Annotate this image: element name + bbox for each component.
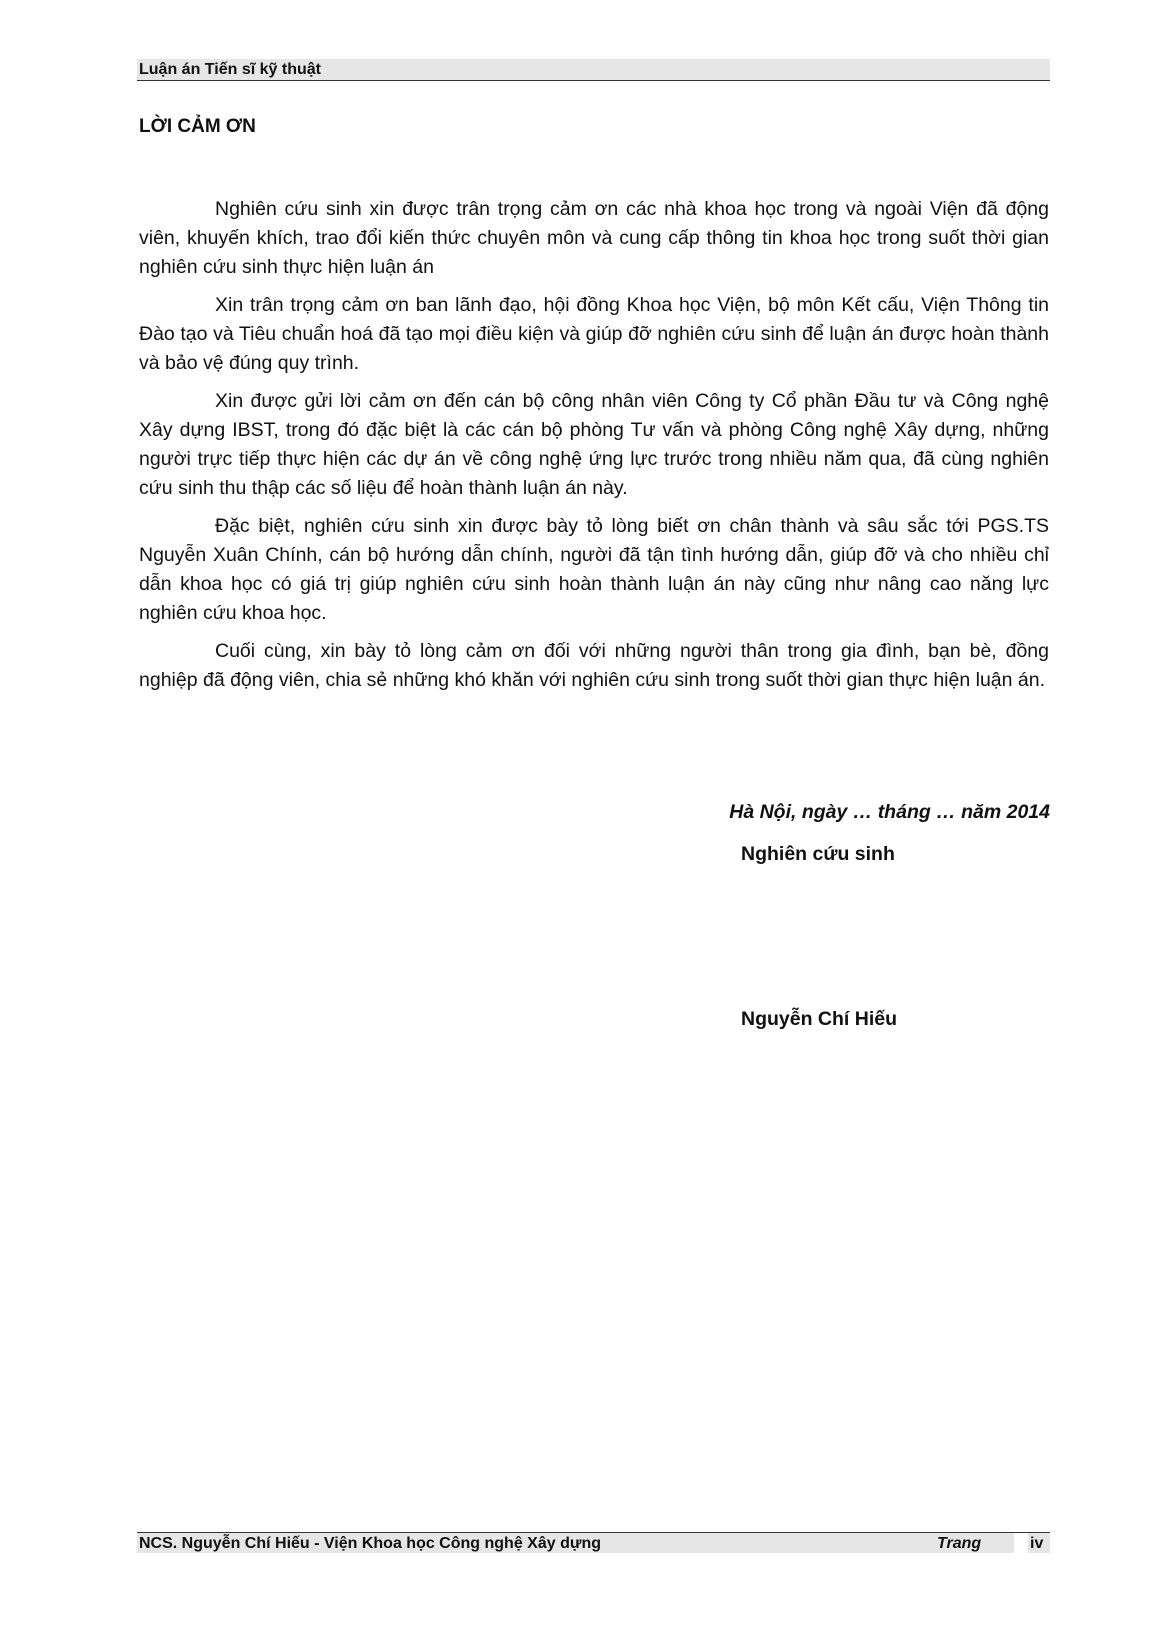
acknowledgement-body [139, 195, 1049, 704]
paragraph-3: Xin được gửi lời cảm ơn đến cán bộ công nhân viên Công ty Cổ phần Đầu tư và Công nghệ Xây dựng IBST, trong đó đặc biệt là các cán bộ phòng Tư vấn và phòng Công nghệ Xây dựng, những người trực tiếp thực hiện các dự án về công nghệ ứng lực trước trong nhiều năm qua, đã cùng nghiên cứu sinh thu thập các số liệu để hoàn thành luận án này. [139, 390, 1049, 499]
signature-role: Nghiên cứu sinh [741, 843, 895, 865]
footer-author-institute: NCS. Nguyễn Chí Hiếu - Viện Khoa học Công nghệ Xây dựng [139, 1535, 601, 1552]
footer-page-number: iv [1030, 1535, 1044, 1552]
signature-name: Nguyễn Chí Hiếu [741, 1008, 898, 1030]
paragraph-1: Nghiên cứu sinh xin được trân trọng cảm ơn các nhà khoa học trong và ngoài Viện đã động viên, khuyến khích, trao đổi kiến thức chuyên môn và cung cấp thông tin khoa học trong suốt thời gian nghiên cứu sinh thực hiện luận án [139, 198, 1049, 278]
footer-page-label: Trang [937, 1535, 982, 1552]
header-title: Luận án Tiến sĩ kỹ thuật [139, 61, 321, 78]
section-title: LỜI CẢM ƠN [139, 116, 256, 137]
paragraph-5: Cuối cùng, xin bày tỏ lòng cảm ơn đối với những người thân trong gia đình, bạn bè, đồng nghiệp đã động viên, chia sẻ những khó khăn với nghiên cứu sinh trong suốt thời gian thực hiện luận án. [139, 640, 1049, 691]
signature-date: Hà Nội, ngày … tháng … năm 2014 [729, 801, 1050, 823]
paragraph-4: Đặc biệt, nghiên cứu sinh xin được bày tỏ lòng biết ơn chân thành và sâu sắc tới PGS.TS Nguyễn Xuân Chính, cán bộ hướng dẫn chính, người đã tận tình hướng dẫn, giúp đỡ và cho nhiều chỉ dẫn khoa học có giá trị giúp nghiên cứu sinh hoàn thành luận án này cũng như nâng cao năng lực nghiên cứu khoa học. [139, 515, 1049, 624]
page-header [137, 59, 1050, 81]
paragraph-2: Xin trân trọng cảm ơn ban lãnh đạo, hội đồng Khoa học Viện, bộ môn Kết cấu, Viện Thông tin Đào tạo và Tiêu chuẩn hoá đã tạo mọi điều kiện và giúp đỡ nghiên cứu sinh để luận án được hoàn thành và bảo vệ đúng quy trình. [139, 294, 1049, 374]
page-footer [137, 1532, 1050, 1554]
